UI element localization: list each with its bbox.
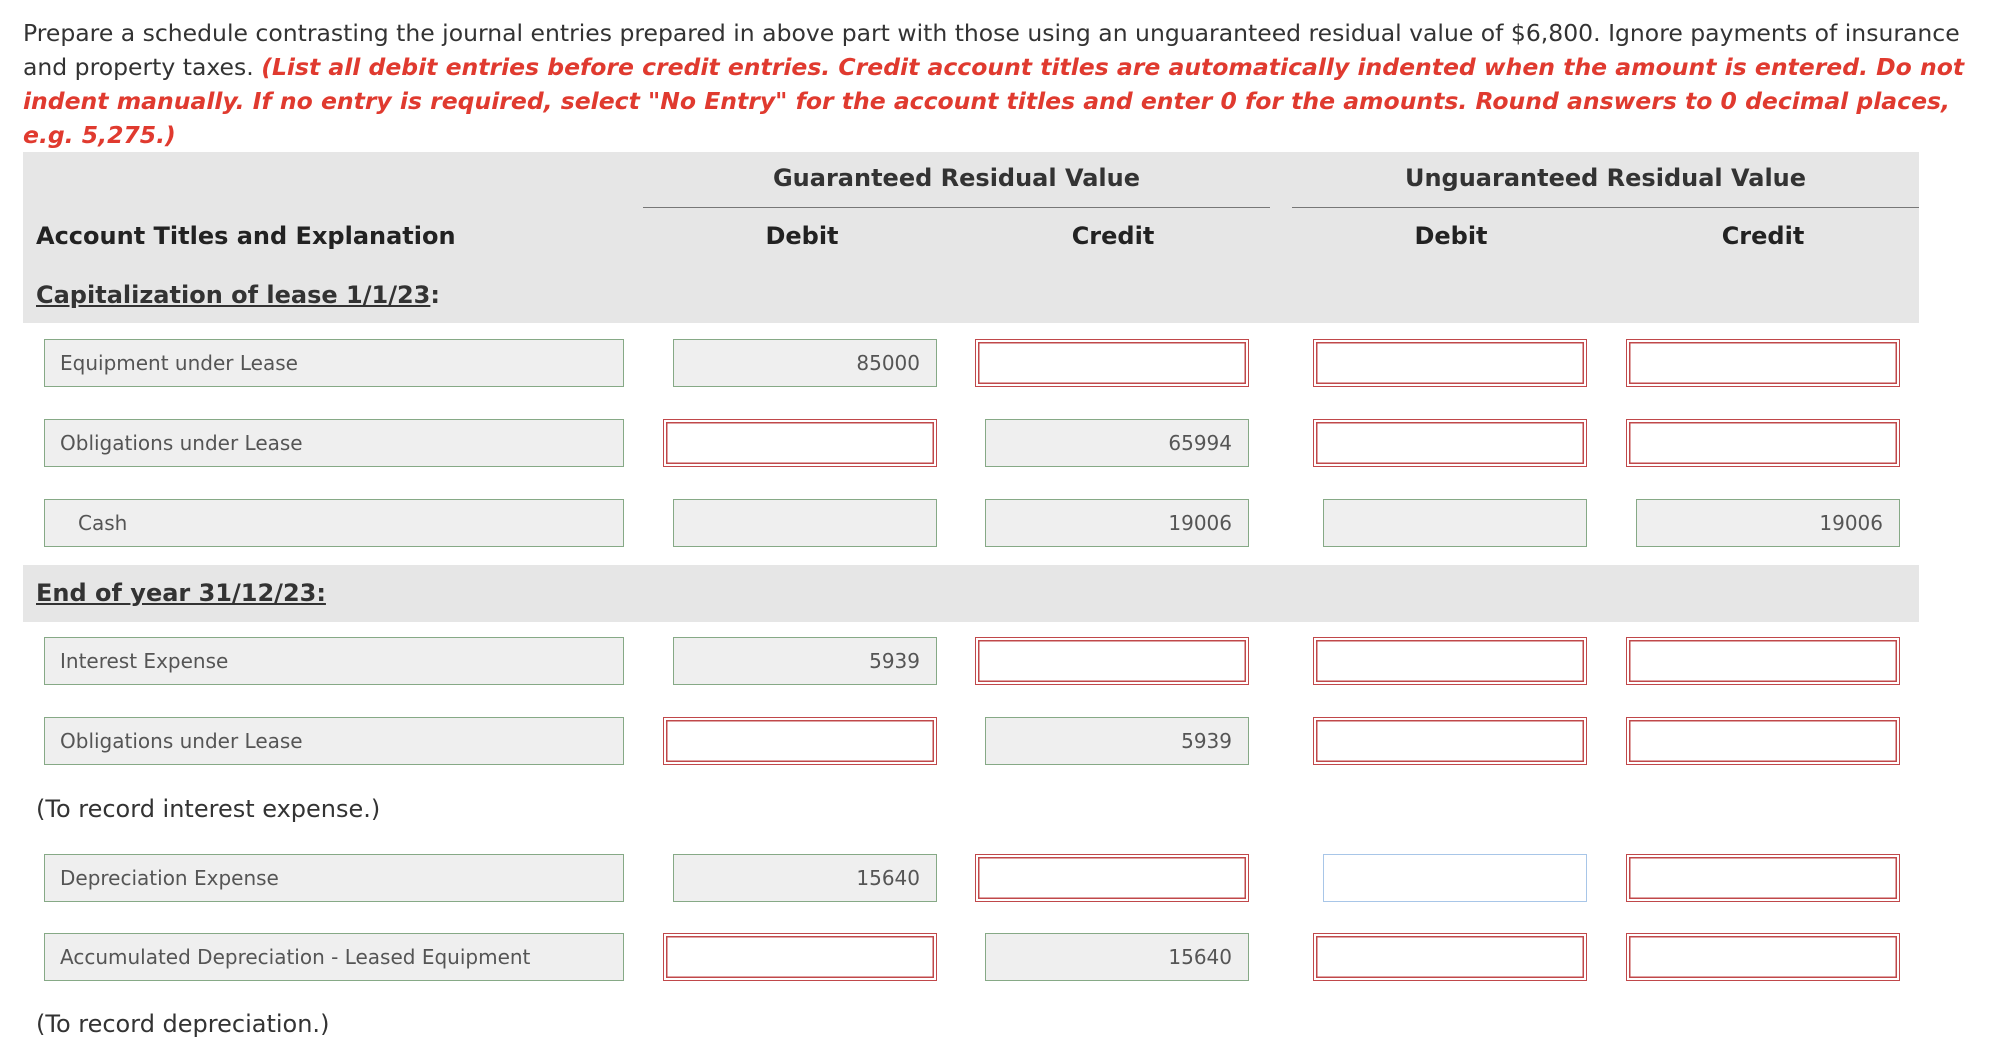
unguaranteed-debit-header: Debit — [1414, 222, 1488, 250]
unguaranteed-credit-input[interactable] — [1626, 637, 1900, 685]
unguaranteed-debit-input[interactable] — [1313, 637, 1587, 685]
guaranteed-credit-input[interactable]: 65994 — [985, 419, 1249, 467]
guaranteed-debit-input[interactable]: 15640 — [673, 854, 937, 902]
account-title-field[interactable]: Obligations under Lease — [44, 717, 624, 765]
unguaranteed-group-header: Unguaranteed Residual Value — [1404, 164, 1807, 192]
guaranteed-credit-input[interactable]: 15640 — [985, 933, 1249, 981]
unguaranteed-credit-input[interactable] — [1626, 419, 1900, 467]
guaranteed-debit-header: Debit — [765, 222, 839, 250]
account-title-field[interactable]: Depreciation Expense — [44, 854, 624, 902]
unguaranteed-debit-input[interactable] — [1323, 854, 1587, 902]
guaranteed-group-header: Guaranteed Residual Value — [772, 164, 1141, 192]
unguaranteed-credit-header: Credit — [1721, 222, 1805, 250]
unguaranteed-credit-input[interactable]: 19006 — [1636, 499, 1900, 547]
guaranteed-credit-input[interactable] — [975, 339, 1249, 387]
unguaranteed-credit-input[interactable] — [1626, 854, 1900, 902]
account-column-header: Account Titles and Explanation — [36, 222, 456, 250]
guaranteed-debit-input[interactable] — [663, 717, 937, 765]
instructions-emphasis: (List all debit entries before credit entries. Credit account titles are automatically indented when the amount is entered. Do not indent manually. If no entry is required, select "No Entry" for the account titles and enter 0 for the amounts. Round answers to 0 decimal places, e.g. 5,275.) — [23, 53, 1965, 149]
unguaranteed-debit-input[interactable] — [1313, 717, 1587, 765]
account-title-field[interactable]: Interest Expense — [44, 637, 624, 685]
account-title-field[interactable]: Accumulated Depreciation - Leased Equipment — [44, 933, 624, 981]
instructions — [23, 16, 1978, 152]
guaranteed-debit-input[interactable] — [663, 419, 937, 467]
unguaranteed-credit-input[interactable] — [1626, 339, 1900, 387]
guaranteed-credit-input[interactable] — [975, 637, 1249, 685]
instructions-text: Prepare a schedule contrasting the journal entries prepared in above part with those using an unguaranteed residual value of $6,800. Ignore payments of insurance and property taxes. — [23, 19, 1960, 81]
unguaranteed-credit-input[interactable] — [1626, 933, 1900, 981]
guaranteed-credit-input[interactable]: 19006 — [985, 499, 1249, 547]
guaranteed-group-divider — [643, 207, 1270, 208]
guaranteed-debit-input[interactable] — [663, 933, 937, 981]
account-title-field[interactable]: Equipment under Lease — [44, 339, 624, 387]
guaranteed-debit-input[interactable] — [673, 499, 937, 547]
interest-note: (To record interest expense.) — [36, 795, 381, 823]
section-capitalization-title: Capitalization of lease 1/1/23: — [36, 281, 440, 309]
unguaranteed-debit-input[interactable] — [1313, 933, 1587, 981]
section-end-of-year-title: End of year 31/12/23: — [36, 579, 326, 607]
guaranteed-debit-input[interactable]: 85000 — [673, 339, 937, 387]
unguaranteed-credit-input[interactable] — [1626, 717, 1900, 765]
guaranteed-credit-header: Credit — [1071, 222, 1155, 250]
unguaranteed-debit-input[interactable] — [1313, 419, 1587, 467]
depreciation-note: (To record depreciation.) — [36, 1010, 330, 1038]
guaranteed-credit-input[interactable]: 5939 — [985, 717, 1249, 765]
unguaranteed-group-divider — [1292, 207, 1919, 208]
account-title-field[interactable]: Obligations under Lease — [44, 419, 624, 467]
guaranteed-credit-input[interactable] — [975, 854, 1249, 902]
guaranteed-debit-input[interactable]: 5939 — [673, 637, 937, 685]
account-title-field[interactable]: Cash — [44, 499, 624, 547]
unguaranteed-debit-input[interactable] — [1313, 339, 1587, 387]
unguaranteed-debit-input[interactable] — [1323, 499, 1587, 547]
